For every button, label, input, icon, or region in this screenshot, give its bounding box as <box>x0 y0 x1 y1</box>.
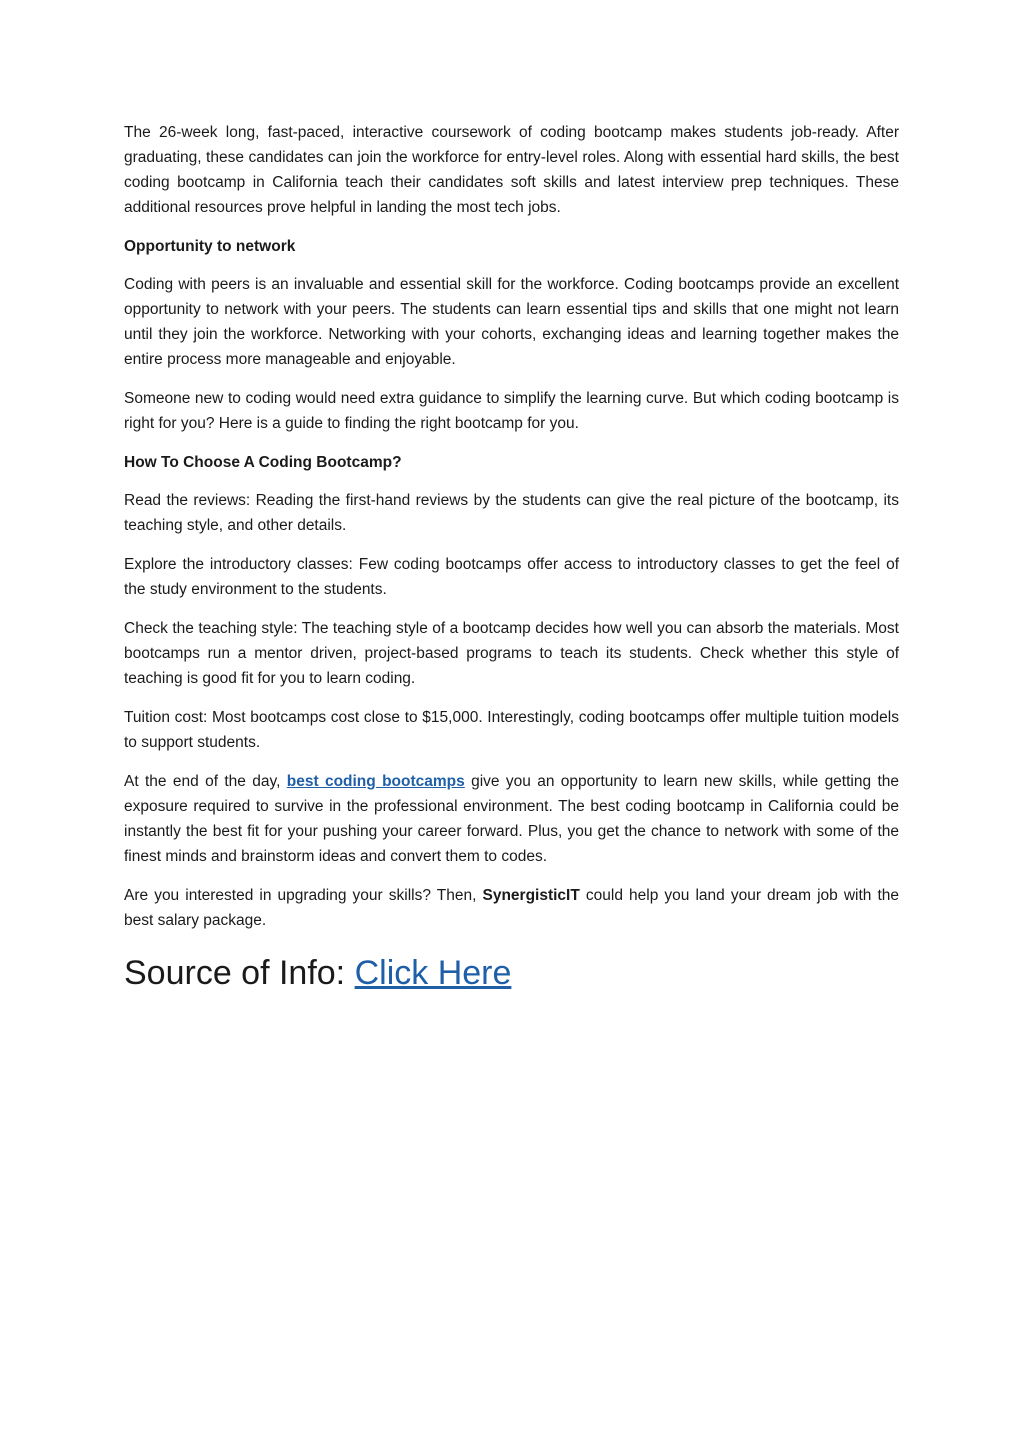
source-of-info <box>124 951 899 995</box>
cta-text-before: Are you interested in upgrading your skills? Then, <box>124 887 483 904</box>
conclusion-text-before: At the end of the day, <box>124 773 287 790</box>
paragraph-intro: The 26-week long, fast-paced, interactive coursework of coding bootcamp makes students job-ready. After graduating, these candidates can join the workforce for entry-level roles. Along with essential hard skills, the best coding bootcamp in California teach their candidates soft skills and latest interview prep techniques. These additional resources prove helpful in landing the most tech jobs. <box>124 124 899 216</box>
paragraph-guidance: Someone new to coding would need extra guidance to simplify the learning curve. But which coding bootcamp is right for you? Here is a guide to finding the right bootcamp for you. <box>124 390 899 432</box>
paragraph-call-to-action <box>124 883 899 933</box>
document-page <box>124 120 899 995</box>
cta-text-after: could help you land your dream job with the best salary package. <box>124 887 900 929</box>
heading-opportunity-to-network: Opportunity to network <box>124 238 296 255</box>
paragraph-reviews: Read the reviews: Reading the first-hand reviews by the students can give the real picture of the bootcamp, its teaching style, and other details. <box>124 492 899 534</box>
paragraph-teaching-style: Check the teaching style: The teaching style of a bootcamp decides how well you can absorb the materials. Most bootcamps run a mentor driven, project-based programs to teach its students. Check whether this style of teaching is good fit for you to learn coding. <box>124 620 899 687</box>
source-label: Source of Info: <box>124 954 355 992</box>
heading-how-to-choose: How To Choose A Coding Bootcamp? <box>124 454 402 471</box>
paragraph-conclusion <box>124 769 899 869</box>
click-here-link[interactable]: Click Here <box>354 954 512 992</box>
brand-name: SynergisticIT <box>482 887 580 904</box>
paragraph-tuition-cost: Tuition cost: Most bootcamps cost close to $15,000. Interestingly, coding bootcamps offer multiple tuition models to support students. <box>124 709 899 751</box>
paragraph-introductory-classes: Explore the introductory classes: Few coding bootcamps offer access to introductory classes to get the feel of the study environment to the students. <box>124 556 899 598</box>
best-coding-bootcamps-link[interactable]: best coding bootcamps <box>286 773 465 790</box>
conclusion-text-after: give you an opportunity to learn new skills, while getting the exposure required to survive in the professional environment. The best coding bootcamp in California could be instantly the best fit for your pushing your career forward. Plus, you get the chance to network with some of the finest minds and brainstorm ideas and convert them to codes. <box>124 773 899 865</box>
paragraph-networking: Coding with peers is an invaluable and essential skill for the workforce. Coding bootcamps provide an excellent opportunity to network with your peers. The students can learn essential tips and skills that one might not learn until they join the workforce. Networking with your cohorts, exchanging ideas and learning together makes the entire process more manageable and enjoyable. <box>124 276 899 368</box>
